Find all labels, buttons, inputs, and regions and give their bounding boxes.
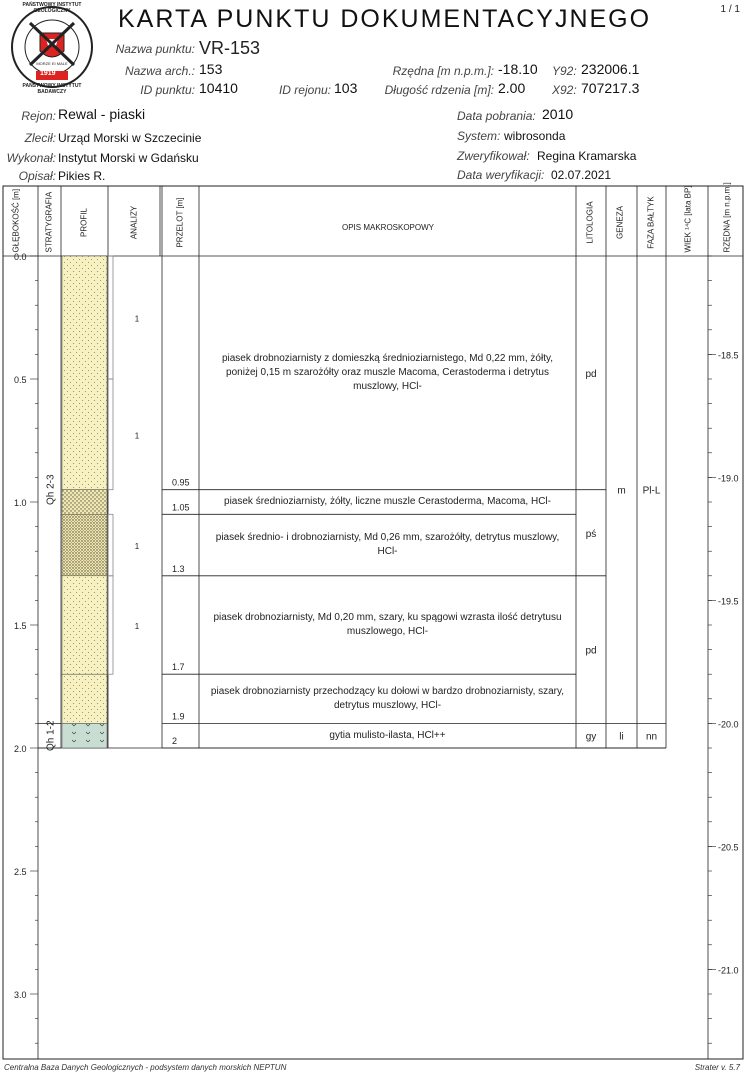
page-number: 1 / 1: [720, 4, 740, 15]
opisal-label: Opisał:: [18, 169, 56, 183]
nazwa-arch-label: Nazwa arch.:: [124, 64, 195, 78]
dlugosc-label: Długość rdzenia [m]:: [384, 83, 494, 97]
analiza-label: 1: [134, 314, 140, 324]
rzedna-value: -18.10: [498, 61, 538, 77]
layer-description: gytia mulisto-ilasta, HCl++: [329, 729, 446, 741]
page-title: KARTA PUNKTU DOKUMENTACYJNEGO: [118, 5, 652, 33]
rejon-label: Rejon:: [21, 109, 56, 123]
zlecil-label: Zlecił:: [24, 131, 56, 145]
elev-tick-label: -20.5: [718, 842, 739, 853]
layer-description: piasek drobnoziarnisty przechodzący ku dołowi w bardzo drobnoziarnisty, szary, detrytus muszlowy, HCl-: [210, 685, 565, 711]
elev-tick-label: -18.5: [718, 350, 739, 361]
header-przelot: PRZELOT [m]: [175, 197, 185, 248]
header-analizy: ANALIZY: [129, 205, 139, 240]
layer-description: piasek średnioziarnisty, żółty, liczne muszle Cerastoderma, Macoma, HCl-: [224, 495, 551, 507]
rzedna-label: Rzędna [m n.p.m.]:: [392, 64, 494, 78]
profil-layer: [62, 674, 107, 723]
logo-inner-text: MORZE EI MALE: [36, 61, 68, 66]
header-faza: FAZA BAŁTYK: [646, 196, 656, 249]
stratygrafia-label: Qh 2-3: [45, 474, 57, 505]
footer-version: Strater v. 5.7: [694, 1063, 740, 1072]
geneza-label: li: [619, 731, 624, 743]
opisal-value: Pikies R.: [58, 169, 106, 183]
faza-label: Pl-L: [642, 485, 661, 497]
y92-label: Y92:: [552, 64, 577, 78]
depth-tick-label: 1.5: [14, 621, 27, 631]
profil-layer: [62, 256, 107, 490]
nazwa-punktu-value: VR-153: [199, 38, 261, 58]
profil-layer: [62, 723, 107, 748]
data-weryfikacji-value: 02.07.2021: [551, 168, 612, 182]
zweryfikowal-label: Zweryfikował:: [457, 149, 530, 163]
header-litologia: LITOLOGIA: [585, 201, 595, 244]
header-wiek: WIEK ¹⁴C [lata BP]: [683, 185, 693, 253]
nazwa-punktu-label: Nazwa punktu:: [115, 42, 195, 56]
analiza-label: 1: [134, 542, 140, 552]
nazwa-arch-value: 153: [199, 61, 223, 77]
elev-tick-label: -21.0: [718, 965, 739, 976]
analiza-label: 1: [134, 622, 140, 631]
profil-layer: [62, 576, 107, 674]
layer-description: piasek średnio- i drobnoziarnisty, Md 0,26 mm, szarożółty, detrytus muszlowy, HCl-: [215, 532, 560, 558]
y92-value: 232006.1: [581, 61, 640, 77]
elev-tick-label: -20.0: [718, 719, 739, 730]
header-opis: OPIS MAKROSKOPOWY: [341, 223, 434, 232]
x92-label: X92:: [552, 83, 577, 97]
geneza-label: m: [617, 485, 626, 497]
profil-layer: [62, 514, 107, 576]
header-geneza: GENEZA: [615, 206, 625, 239]
header-rzedna: RZĘDNA [m n.p.m.]: [722, 182, 732, 253]
depth-tick-label: 2.5: [14, 867, 27, 877]
id-punktu-label: ID punktu:: [140, 83, 195, 97]
depth-tick-label: 0.5: [14, 375, 27, 385]
przelot-value: 1.05: [172, 502, 190, 513]
logo-bottom-text: PAŃSTWOWY INSTYTUT BADAWCZY: [22, 83, 82, 95]
przelot-value: 1.3: [172, 563, 185, 574]
system-value: wibrosonda: [504, 129, 566, 143]
zweryfikowal-value: Regina Kramarska: [537, 149, 637, 163]
depth-tick-label: 0.0: [14, 252, 27, 262]
analiza-bracket: [108, 576, 113, 674]
id-rejonu-label: ID rejonu:: [278, 83, 331, 97]
analiza-bracket: [108, 256, 113, 379]
faza-label: nn: [645, 731, 658, 743]
id-punktu-value: 10410: [199, 80, 238, 96]
data-pobrania-value: 2010: [542, 106, 574, 122]
przelot-value: 0.95: [172, 477, 190, 488]
analiza-bracket: [108, 514, 113, 576]
analiza-label: 1: [134, 431, 140, 441]
litologia-label: pd: [585, 368, 597, 380]
logo-ring-text: PAŃSTWOWY INSTYTUT GEOLOGICZNY: [22, 2, 82, 14]
data-pobrania-label: Data pobrania:: [457, 109, 536, 123]
stratygrafia-label: Qh 1-2: [45, 720, 57, 751]
header-glebokosc: GŁĘBOKOŚĆ [m]: [11, 188, 21, 253]
header-profil: PROFIL: [79, 208, 89, 237]
id-rejonu-value: 103: [334, 80, 358, 96]
footer-source: Centralna Baza Danych Geologicznych - podsystem danych morskich NEPTUN: [4, 1063, 287, 1072]
elev-tick-label: -19.5: [718, 596, 739, 607]
analiza-bracket: [108, 379, 113, 490]
depth-tick-label: 3.0: [14, 990, 27, 1000]
depth-tick-label: 1.0: [14, 498, 27, 508]
dlugosc-value: 2.00: [498, 80, 526, 96]
litologia-label: gy: [585, 731, 597, 743]
system-label: System:: [457, 129, 501, 143]
przelot-value: 1.7: [172, 662, 185, 673]
depth-tick-label: 2.0: [14, 744, 27, 754]
przelot-value: 2: [172, 736, 178, 746]
rejon-value: Rewal - piaski: [58, 106, 146, 122]
wykonal-value: Instytut Morski w Gdańsku: [58, 151, 199, 165]
zlecil-value: Urząd Morski w Szczecinie: [58, 131, 202, 145]
litologia-label: pś: [585, 528, 597, 540]
layer-description: piasek drobnoziarnisty z domieszką średnioziarnistego, Md 0,22 mm, żółty, poniżej 0,15 m szarożółty oraz muszle Macoma, Cerastoderma i detrytus muszlowy, HCl-: [221, 352, 554, 392]
header-stratygrafia: STRATYGRAFIA: [44, 191, 54, 253]
x92-value: 707217.3: [581, 80, 640, 96]
litologia-label: pd: [585, 645, 597, 657]
profil-layer: [62, 490, 107, 515]
logo-year: 1919: [40, 70, 56, 77]
wykonal-label: Wykonał:: [6, 151, 56, 165]
data-weryfikacji-label: Data weryfikacji:: [457, 168, 545, 182]
przelot-value: 1.9: [172, 711, 185, 722]
elev-tick-label: -19.0: [718, 473, 739, 484]
layer-description: piasek drobnoziarnisty, Md 0,20 mm, szary, ku spągowi wzrasta ilość detrytusu muszlowego, HCl-: [213, 611, 562, 637]
